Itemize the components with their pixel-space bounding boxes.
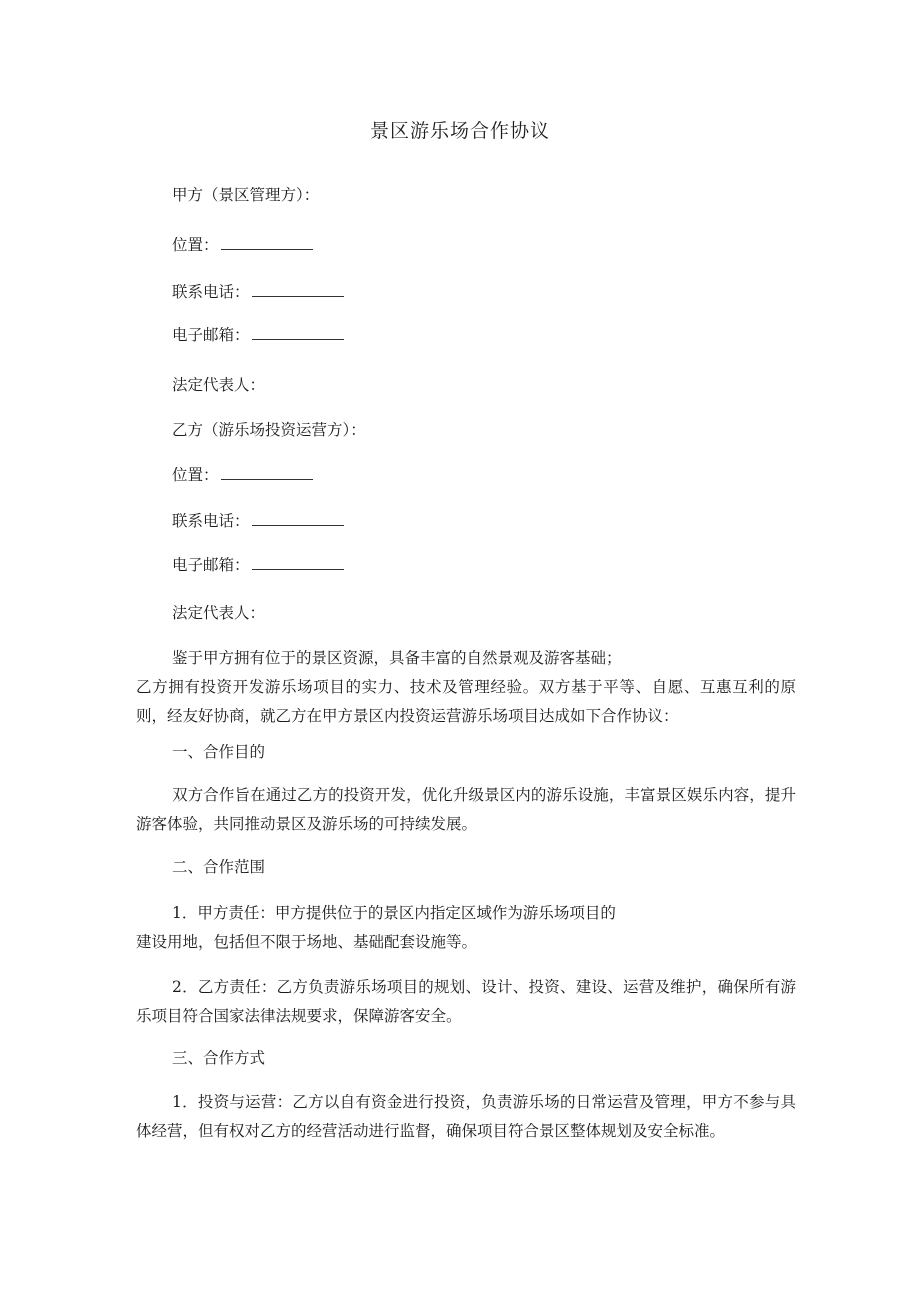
party-a-phone-blank [252, 284, 344, 297]
party-b-heading: 乙方（游乐场投资运营方）： [172, 421, 366, 439]
party-a-location-label: 位置： [172, 236, 219, 254]
section-1-body [136, 781, 796, 839]
section-3-item-1 [136, 1088, 796, 1146]
section-1-heading: 一、合作目的 [172, 743, 266, 761]
document-title: 景区游乐场合作协议 [369, 120, 550, 142]
section-2-item-1-line-1 [136, 899, 796, 928]
section-3-item-1-text: 1．投资与运营：乙方以自有资金进行投资，负责游乐场的日常运营及管理，甲方不参与具体经营，但有权对乙方的经营活动进行监督，确保项目符合景区整体规划及安全标准。 [136, 1093, 796, 1140]
party-b-phone-label: 联系电话： [172, 512, 250, 530]
party-a-location-blank [221, 237, 313, 250]
section-2-item-1-line-2: 建设用地，包括但不限于场地、基础配套设施等。 [136, 933, 478, 951]
section-2-heading: 二、合作范围 [172, 858, 266, 876]
preamble [136, 644, 796, 731]
preamble-text-1: 鉴于甲方拥有位于的景区资源，具备丰富的自然景观及游客基础； [172, 649, 622, 667]
party-b-rep: 法定代表人： [172, 604, 266, 622]
party-b-phone-blank [252, 513, 344, 526]
section-2-item-2-text: 2．乙方责任：乙方负责游乐场项目的规划、设计、投资、建设、运营及维护，确保所有游乐项目符合国家法律法规要求，保障游客安全。 [136, 978, 796, 1025]
party-a-email-label: 电子邮箱： [172, 326, 250, 344]
party-b-email [172, 553, 344, 575]
section-1-text: 双方合作旨在通过乙方的投资开发，优化升级景区内的游乐设施，丰富景区娱乐内容，提升游客体验，共同推动景区及游乐场的可持续发展。 [136, 786, 796, 833]
section-2-item-2 [136, 973, 796, 1031]
party-b-phone [172, 509, 344, 531]
party-a-rep: 法定代表人： [172, 376, 266, 394]
party-a-heading: 甲方（景区管理方）： [172, 186, 320, 204]
party-b-location-blank [221, 467, 313, 480]
preamble-line-1 [136, 644, 796, 673]
party-b-location-label: 位置： [172, 466, 219, 484]
section-3-heading: 三、合作方式 [172, 1049, 266, 1067]
party-a-email-blank [252, 327, 344, 340]
party-b-email-label: 电子邮箱： [172, 556, 250, 574]
party-b-location [172, 463, 313, 485]
section-2-item-1 [136, 899, 796, 957]
party-a-location [172, 233, 313, 255]
party-a-phone-label: 联系电话： [172, 283, 250, 301]
party-a-phone [172, 280, 344, 302]
preamble-line-2: 乙方拥有投资开发游乐场项目的实力、技术及管理经验。双方基于平等、自愿、互惠互利的原则，经友好协商，就乙方在甲方景区内投资运营游乐场项目达成如下合作协议： [136, 678, 796, 725]
party-b-email-blank [252, 557, 344, 570]
section-2-item-1-text-1: 1．甲方责任：甲方提供位于的景区内指定区域作为游乐场项目的 [172, 904, 616, 922]
party-a-email [172, 323, 344, 345]
